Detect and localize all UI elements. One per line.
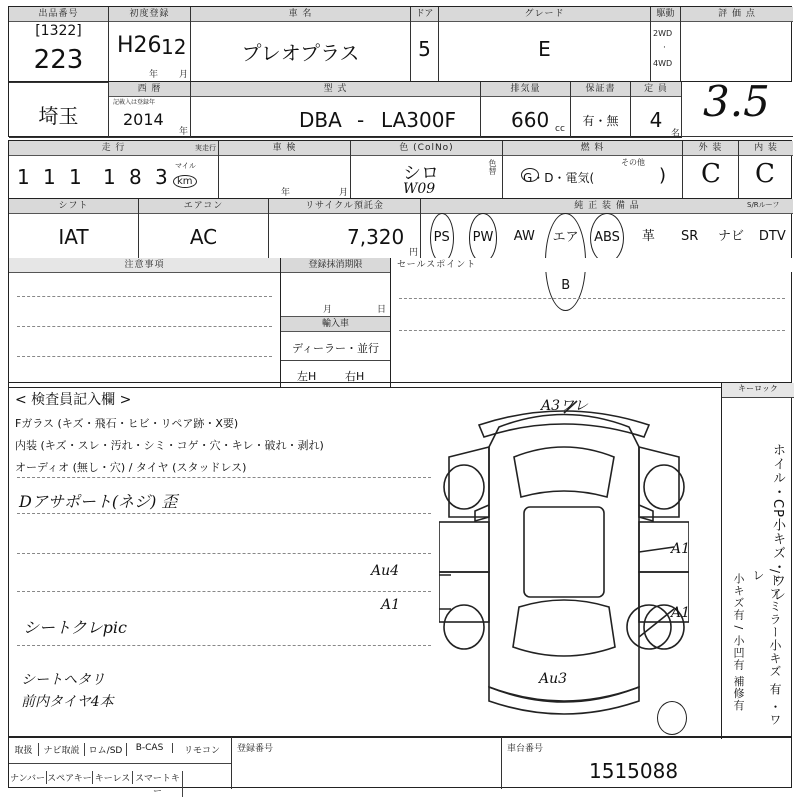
recycle-label: リサイクル預託金 [269, 199, 420, 214]
model-label: 型 式 [191, 82, 480, 97]
marker-line [639, 547, 674, 552]
sales-label: セールスポイント [391, 258, 793, 272]
capacity: 4 [649, 108, 663, 132]
sales-line [399, 298, 785, 299]
fuel-other: その他 [621, 158, 645, 167]
model-code: LA300F [381, 108, 456, 132]
recycle-value: 7,320 [347, 225, 405, 249]
cert-value: 有・無 [582, 114, 619, 128]
windshield [514, 447, 614, 497]
acc-4: B-CAS [127, 743, 173, 753]
chassis-number: 1515088 [589, 759, 679, 783]
car-name-cell [191, 7, 411, 83]
row2 [8, 81, 681, 137]
equip-label-text: エアB [545, 213, 586, 311]
mileage-digits [9, 159, 179, 199]
inspector-title: < 検査員記入欄 > [15, 392, 132, 408]
shaken-cell [219, 141, 351, 201]
roof [524, 507, 604, 597]
recycle-cell [269, 199, 421, 261]
drive-4wd: 4WD [653, 59, 673, 68]
equip-item [504, 213, 545, 261]
sales-line [399, 330, 785, 331]
inspector-line [17, 477, 431, 478]
repair-text: 小キズ有 / 小凹有 補修有 [732, 573, 745, 712]
equip-label-text: SR [681, 229, 699, 244]
model-prefix: DBA [299, 108, 342, 132]
car-name-label: 車 名 [191, 7, 410, 22]
cc-value: 660 [511, 108, 550, 132]
shift-label: シフト [9, 199, 138, 214]
dealer-option: ディーラー・並行 [291, 342, 380, 355]
car-outline [489, 415, 639, 703]
door-rear-left [439, 572, 489, 622]
fuel-g-circle [521, 168, 539, 182]
score-value: 3.5 [703, 77, 770, 126]
notes-block [8, 258, 792, 388]
interior-line: 内装 (キズ・スレ・汚れ・シミ・コゲ・穴・キレ・破れ・剥れ) [15, 439, 324, 452]
equip-item [628, 213, 669, 261]
sales-area [391, 258, 793, 388]
mark-a1-right-bottom: A1 [671, 605, 691, 621]
equip-label-text: DTV [758, 229, 786, 244]
side-panel [721, 383, 794, 739]
equip-item [545, 213, 586, 293]
drive-2wd: 2WD [653, 29, 673, 38]
equip-item [669, 213, 710, 261]
equip-item [421, 213, 462, 261]
caution-line [17, 356, 272, 357]
door-cell [411, 7, 439, 83]
hand-divider [281, 360, 390, 361]
inspector-line [17, 645, 431, 646]
chassis-area [501, 737, 793, 789]
fuel-close: ) [659, 165, 667, 186]
drive-label: 駆動 [651, 7, 680, 22]
mark-a1-left: A1 [381, 597, 401, 613]
reg-due-day: 日 [377, 305, 387, 315]
handwritten-note-3: シートヘタリ [21, 672, 105, 688]
wheel-front-right [644, 465, 684, 509]
grade-label: グレード [439, 7, 650, 22]
year-note: 記載入は登録年 [113, 99, 156, 106]
color-change-label: 色替 [488, 159, 497, 175]
reg-no-area [231, 737, 502, 789]
mark-a3: A3ワレ [541, 398, 589, 414]
mileage-digit: 8 [129, 165, 142, 189]
acc-8: キーレス [93, 771, 133, 784]
reg-nen: 年 [149, 70, 159, 80]
hand-right: 右H [345, 370, 365, 383]
fuel-label: 燃 料 [503, 141, 682, 156]
rear-window [513, 600, 615, 656]
mark-au3: Au3 [539, 671, 568, 687]
year-cell [109, 82, 191, 138]
shaken-nen: 年 [281, 188, 291, 198]
cap-cell [631, 82, 682, 138]
lot-label: 出品番号 [9, 7, 108, 22]
auction-sheet [8, 6, 792, 797]
doors: 5 [418, 37, 431, 61]
acc-2: ナビ取説 [39, 743, 85, 756]
mileage-digit: 3 [155, 165, 168, 189]
equip-item [586, 213, 627, 261]
equip-label-text: ABS [590, 213, 624, 263]
drive-dot: · [663, 43, 666, 53]
lot-cell [9, 7, 109, 83]
ac-label: エアコン [139, 199, 268, 214]
grade: E [538, 37, 551, 61]
equip-label-text: PS [430, 213, 454, 263]
reg-era: H26 [117, 33, 162, 58]
model-cell [191, 82, 481, 138]
mileage-label: 走 行 [9, 141, 218, 156]
recycle-unit: 円 [409, 248, 419, 258]
chassis-label: 車台番号 [507, 744, 544, 754]
color-label: 色 (ColNo) [351, 141, 502, 156]
int-cell [739, 141, 793, 201]
shaken-label: 車 検 [219, 141, 350, 156]
accessory-table [9, 737, 232, 797]
inspector-line [17, 513, 431, 514]
acc-6: ナンバー [9, 771, 47, 784]
acc-7: スペアキー [47, 771, 93, 784]
hand-left: 左H [297, 370, 317, 383]
mileage-digit: 1 [103, 165, 116, 189]
mileage-unit-alt: マイル [175, 162, 196, 170]
drive-cell [651, 7, 681, 83]
equip-label-text: ナビ [717, 229, 744, 244]
caution-line [17, 326, 272, 327]
mileage-unit: km [173, 175, 197, 188]
lot-sub: [1322] [35, 23, 82, 39]
reg-due-month: 月 [323, 305, 333, 315]
key-lock-label: キーロック [722, 383, 794, 398]
inspector-line [17, 591, 431, 592]
year-value: 2014 [123, 110, 164, 129]
score-cell [681, 7, 793, 137]
ext-cell [683, 141, 739, 201]
lot-number: 223 [33, 45, 84, 75]
import-label: 輸入車 [281, 316, 390, 332]
year-label: 西 暦 [109, 82, 190, 97]
color-no: W09 [403, 181, 436, 197]
caution-line [17, 296, 272, 297]
cc-unit: cc [555, 124, 565, 134]
ac-value: AC [189, 225, 218, 249]
inspector-block [8, 382, 792, 738]
ext-grade: C [701, 159, 721, 189]
meter-label: 実走行 [195, 144, 216, 152]
equip-label-text: AW [513, 229, 535, 244]
mileage-digit: 1 [17, 165, 30, 189]
cap-unit: 名 [671, 129, 681, 139]
audio-tire-line: オーディオ (無し・穴) / タイヤ (スタッドレス) [15, 461, 247, 474]
mirror-left [475, 505, 489, 521]
mileage-digit: 1 [69, 165, 82, 189]
caution-area [9, 258, 281, 388]
sunroof-label: S/Rルーフ [747, 201, 780, 209]
acc-9: スマートキー [133, 771, 183, 797]
glass-line: Fガラス (キズ・飛石・ヒビ・リペア跡・X要) [15, 417, 239, 430]
car-diagram [439, 397, 689, 717]
acc-3: ロム/SD [85, 743, 127, 756]
door-front-left [439, 522, 489, 572]
cc-label: 排気量 [481, 82, 570, 97]
year-unit: 年 [179, 127, 189, 137]
wheel-front-left [444, 465, 484, 509]
area-value: 埼玉 [38, 104, 79, 128]
handwritten-note-1: Dアサポート(ネジ) 歪 [19, 492, 178, 511]
cap-label: 定 員 [631, 82, 681, 97]
mirror-text: /ドアミラー小キズ 有 ・ワレ [751, 569, 782, 727]
area-cell [9, 82, 109, 138]
color-value: シロ [403, 163, 439, 184]
equip-item [710, 213, 751, 261]
ext-label: 外 装 [683, 141, 738, 156]
acc-divider [9, 763, 231, 764]
grade-cell [439, 7, 651, 83]
ac-cell [139, 199, 269, 261]
int-label: 内 装 [739, 141, 793, 156]
score-label: 評 価 点 [681, 7, 793, 22]
reg-due-area [281, 258, 391, 388]
equip-label-text: 革 [641, 229, 655, 244]
wheel-text: ホイル・CP小キズ・ワレ [770, 443, 785, 602]
cert-label: 保証書 [571, 82, 630, 97]
wheel-rear-left [444, 605, 484, 649]
cc-cell [481, 82, 571, 138]
acc-5: リモコン [183, 746, 220, 756]
shaken-gatsu: 月 [339, 188, 349, 198]
fuel-cell [503, 141, 683, 201]
acc-1: 取扱 [9, 743, 39, 756]
reg-gatsu: 月 [179, 70, 189, 80]
reg-due-label: 登録抹消期限 [281, 258, 390, 273]
car-name: プレオプラス [241, 41, 360, 65]
mirror-right [639, 505, 653, 521]
equip-item [462, 213, 503, 261]
door-label: ドア [411, 7, 438, 22]
caution-label: 注意事項 [9, 258, 280, 273]
reg-no-label: 登録番号 [237, 744, 274, 754]
mark-a1-right-top: A1 [671, 541, 691, 557]
fuel-value: G・D・電気( [523, 171, 595, 185]
ring-circle [657, 701, 687, 735]
inspector-line [17, 553, 431, 554]
first-reg-cell [109, 7, 191, 83]
reg-month: 12 [161, 35, 187, 59]
rear-bumper [489, 687, 639, 714]
shift-value: IAT [58, 225, 89, 249]
cert-cell [571, 82, 631, 138]
shift-cell [9, 199, 139, 261]
equip-label-text: PW [469, 213, 498, 263]
int-grade: C [755, 159, 775, 189]
mark-au4: Au4 [371, 563, 400, 579]
row3 [8, 140, 792, 200]
handwritten-note-4: 前内タイヤ4本 [21, 694, 114, 710]
first-reg-label: 初度登録 [109, 7, 190, 22]
equip-label: 純 正 装 備 品 [421, 199, 793, 214]
model-sep: - [357, 108, 365, 132]
mileage-digit: 1 [43, 165, 56, 189]
bottom-row [8, 736, 792, 797]
color-cell [351, 141, 503, 201]
handwritten-note-2: シートクレpic [23, 618, 128, 637]
equip-item [752, 213, 793, 261]
mileage-cell [9, 141, 219, 201]
